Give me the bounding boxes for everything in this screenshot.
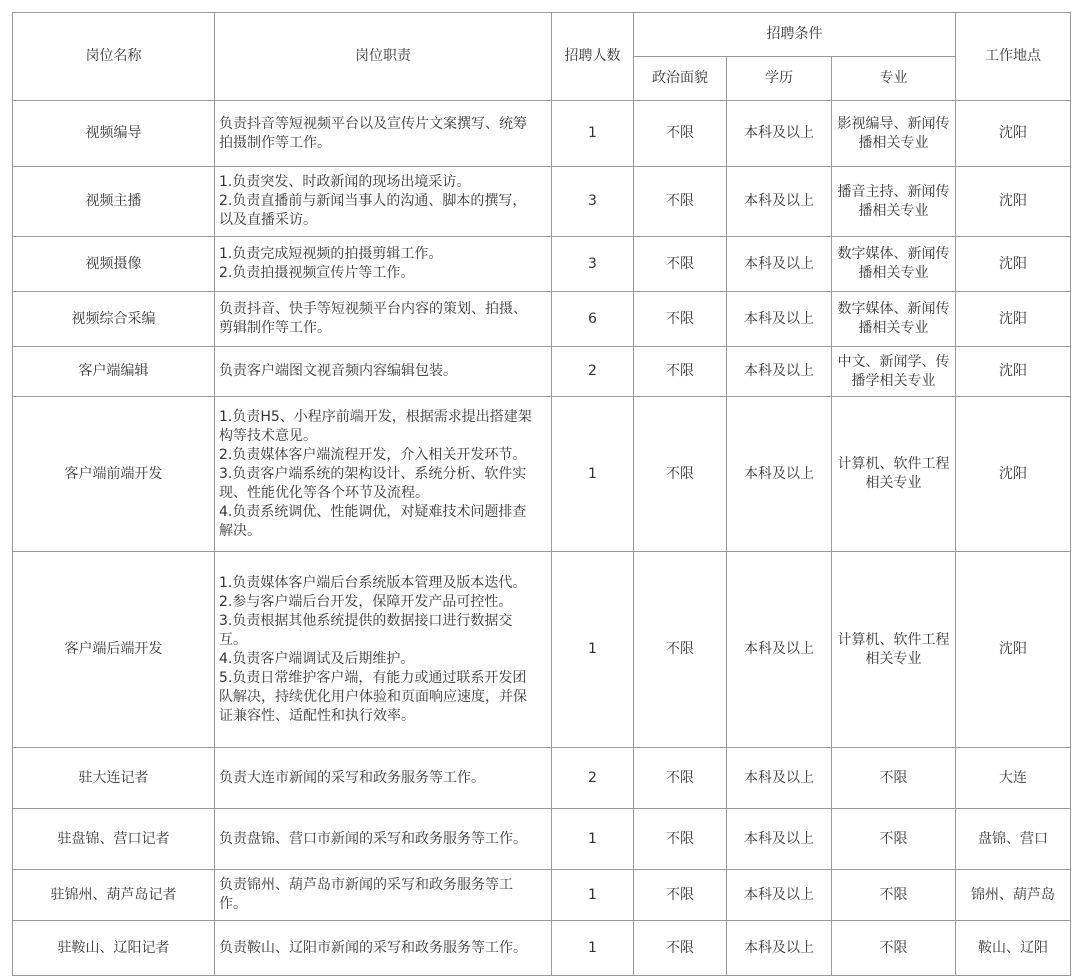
position-duty-line: 5.负责日常维护客户端，有能力或通过联系开发团 [219, 669, 527, 686]
position-duty-line: 负责抖音等短视频平台以及宣传片文案撰写、统筹 [219, 115, 527, 132]
work-location: 大连 [956, 748, 1071, 809]
work-location: 沈阳 [956, 237, 1071, 292]
position-duty-line: 队解决，持续优化用户体验和页面响应速度，并保 [219, 688, 527, 705]
position-duty-line: 现、性能优化等各个环节及流程。 [219, 484, 429, 501]
major-requirement-line: 播音主持、新闻传 [837, 183, 950, 200]
work-location: 锦州、葫芦岛 [956, 870, 1071, 921]
education-requirement: 本科及以上 [727, 809, 832, 870]
work-location: 沈阳 [956, 101, 1071, 167]
major-requirement [832, 870, 956, 921]
position-name: 驻锦州、葫芦岛记者 [13, 870, 215, 921]
major-requirement-line: 播相关专业 [858, 265, 929, 281]
major-requirement-line: 播相关专业 [858, 202, 929, 219]
major-requirement-line: 不限 [879, 769, 908, 786]
education-requirement: 本科及以上 [727, 347, 832, 397]
major-requirement [832, 237, 956, 292]
position-duty-line: 证兼容性、适配性和执行效率。 [219, 707, 415, 724]
major-requirement [832, 292, 956, 347]
position-duty [215, 552, 552, 748]
table-row [13, 101, 1071, 167]
political-requirement: 不限 [634, 292, 727, 347]
major-requirement [832, 552, 956, 748]
political-requirement: 不限 [634, 397, 727, 552]
education-requirement: 本科及以上 [727, 870, 832, 921]
position-duty [215, 167, 552, 237]
major-requirement-line: 相关专业 [865, 475, 922, 491]
position-duty-line: 1.负责H5、小程序前端开发，根据需求提出搭建架 [219, 408, 532, 425]
position-duty-line: 2.负责拍摄视频宣传片等工作。 [219, 265, 415, 281]
position-duty-line: 负责客户端图文视音频内容编辑包装。 [219, 363, 457, 379]
hiring-count: 1 [552, 552, 634, 748]
position-duty-line: 1.负责媒体客户端后台系统版本管理及版本迭代。 [219, 574, 527, 591]
position-duty [215, 809, 552, 870]
work-location: 沈阳 [956, 552, 1071, 748]
education-requirement: 本科及以上 [727, 237, 832, 292]
position-duty-line: 2.负责直播前与新闻当事人的沟通、脚本的撰写， [219, 193, 527, 209]
education-requirement: 本科及以上 [727, 292, 832, 347]
table-row [13, 167, 1071, 237]
position-duty-line: 4.负责客户端调试及后期维护。 [219, 650, 415, 667]
hiring-count: 2 [552, 347, 634, 397]
education-requirement: 本科及以上 [727, 748, 832, 809]
table-row [13, 870, 1071, 921]
work-location: 盘锦、营口 [956, 809, 1071, 870]
education-requirement: 本科及以上 [727, 101, 832, 167]
header-location: 工作地点 [956, 13, 1071, 101]
work-location: 沈阳 [956, 397, 1071, 552]
hiring-count: 1 [552, 101, 634, 167]
major-requirement [832, 397, 956, 552]
hiring-count: 2 [552, 748, 634, 809]
major-requirement-line: 播相关专业 [858, 320, 929, 336]
political-requirement: 不限 [634, 921, 727, 976]
position-duty-line: 负责抖音、快手等短视频平台内容的策划、拍摄、 [219, 301, 527, 317]
position-duty-line: 互。 [219, 631, 247, 648]
header-name: 岗位名称 [13, 13, 215, 101]
position-duty-line: 3.负责根据其他系统提供的数据接口进行数据交 [219, 612, 513, 629]
hiring-count: 6 [552, 292, 634, 347]
position-name: 客户端前端开发 [13, 397, 215, 552]
political-requirement: 不限 [634, 347, 727, 397]
position-name: 驻大连记者 [13, 748, 215, 809]
position-duty-line: 负责大连市新闻的采写和政务服务等工作。 [219, 769, 485, 786]
position-duty-line: 剪辑制作等工作。 [219, 320, 331, 336]
political-requirement: 不限 [634, 552, 727, 748]
table-row [13, 397, 1071, 552]
position-duty [215, 292, 552, 347]
position-duty [215, 921, 552, 976]
major-requirement-line: 相关专业 [865, 650, 922, 667]
table-header [13, 13, 1071, 101]
header-conditions: 招聘条件 [634, 13, 956, 57]
major-requirement [832, 101, 956, 167]
hiring-count: 1 [552, 809, 634, 870]
political-requirement: 不限 [634, 748, 727, 809]
major-requirement-line: 不限 [879, 886, 908, 903]
work-location: 沈阳 [956, 167, 1071, 237]
table-row [13, 552, 1071, 748]
position-duty [215, 870, 552, 921]
education-requirement: 本科及以上 [727, 397, 832, 552]
major-requirement-line: 不限 [879, 830, 908, 847]
political-requirement: 不限 [634, 101, 727, 167]
major-requirement-line: 不限 [879, 939, 908, 956]
major-requirement [832, 809, 956, 870]
recruitment-table [12, 12, 1071, 976]
position-duty [215, 347, 552, 397]
header-education: 学历 [727, 57, 832, 101]
header-major: 专业 [832, 57, 956, 101]
political-requirement: 不限 [634, 870, 727, 921]
table-row [13, 347, 1071, 397]
major-requirement [832, 167, 956, 237]
hiring-count: 3 [552, 237, 634, 292]
table-row [13, 292, 1071, 347]
table-row [13, 809, 1071, 870]
hiring-count: 3 [552, 167, 634, 237]
major-requirement-line: 播学相关专业 [851, 372, 936, 389]
position-duty-line: 负责锦州、葫芦岛市新闻的采写和政务服务等工 [219, 877, 513, 893]
position-duty-line: 作。 [219, 896, 247, 912]
position-duty-line: 负责盘锦、营口市新闻的采写和政务服务等工作。 [219, 830, 527, 847]
major-requirement [832, 921, 956, 976]
position-duty [215, 101, 552, 167]
table-row [13, 748, 1071, 809]
education-requirement: 本科及以上 [727, 921, 832, 976]
position-duty-line: 解决。 [219, 522, 261, 539]
work-location: 沈阳 [956, 347, 1071, 397]
position-duty-line: 1.负责完成短视频的拍摄剪辑工作。 [219, 246, 443, 262]
political-requirement: 不限 [634, 237, 727, 292]
education-requirement: 本科及以上 [727, 552, 832, 748]
major-requirement-line: 数字媒体、新闻传 [837, 246, 950, 262]
position-duty-line: 3.负责客户端系统的架构设计、系统分析、软件实 [219, 465, 527, 482]
political-requirement: 不限 [634, 809, 727, 870]
major-requirement [832, 347, 956, 397]
position-name: 客户端编辑 [13, 347, 215, 397]
position-duty-line: 负责鞍山、辽阳市新闻的采写和政务服务等工作。 [219, 939, 527, 956]
position-name: 视频摄像 [13, 237, 215, 292]
major-requirement-line: 计算机、软件工程 [837, 631, 950, 648]
major-requirement-line: 影视编导、新闻传 [837, 115, 950, 132]
position-name: 驻盘锦、营口记者 [13, 809, 215, 870]
position-duty [215, 748, 552, 809]
position-duty-line: 拍摄制作等工作。 [219, 134, 331, 151]
position-name: 视频综合采编 [13, 292, 215, 347]
position-duty-line: 2.负责媒体客户端流程开发，介入相关开发环节。 [219, 446, 527, 463]
position-duty [215, 397, 552, 552]
table-body [13, 101, 1071, 976]
work-location: 沈阳 [956, 292, 1071, 347]
major-requirement [832, 748, 956, 809]
position-name: 视频编导 [13, 101, 215, 167]
major-requirement-line: 数字媒体、新闻传 [837, 301, 950, 317]
position-name: 驻鞍山、辽阳记者 [13, 921, 215, 976]
major-requirement-line: 计算机、软件工程 [837, 456, 950, 472]
hiring-count: 1 [552, 870, 634, 921]
position-duty-line: 2.参与客户端后台开发，保障开发产品可控性。 [219, 593, 513, 610]
position-name: 客户端后端开发 [13, 552, 215, 748]
table-row [13, 237, 1071, 292]
position-duty-line: 1.负责突发、时政新闻的现场出境采访。 [219, 174, 471, 190]
hiring-count: 1 [552, 921, 634, 976]
header-duty: 岗位职责 [215, 13, 552, 101]
major-requirement-line: 播相关专业 [858, 134, 929, 151]
major-requirement-line: 中文、新闻学、传 [837, 353, 950, 370]
position-duty-line: 4.负责系统调优、性能调优，对疑难技术问题排查 [219, 503, 527, 520]
header-political: 政治面貌 [634, 57, 727, 101]
political-requirement: 不限 [634, 167, 727, 237]
education-requirement: 本科及以上 [727, 167, 832, 237]
table-row [13, 921, 1071, 976]
position-duty [215, 237, 552, 292]
header-count: 招聘人数 [552, 13, 634, 101]
hiring-count: 1 [552, 397, 634, 552]
position-duty-line: 以及直播采访。 [219, 212, 317, 228]
work-location: 鞍山、辽阳 [956, 921, 1071, 976]
position-duty-line: 构等技术意见。 [219, 427, 317, 444]
position-name: 视频主播 [13, 167, 215, 237]
